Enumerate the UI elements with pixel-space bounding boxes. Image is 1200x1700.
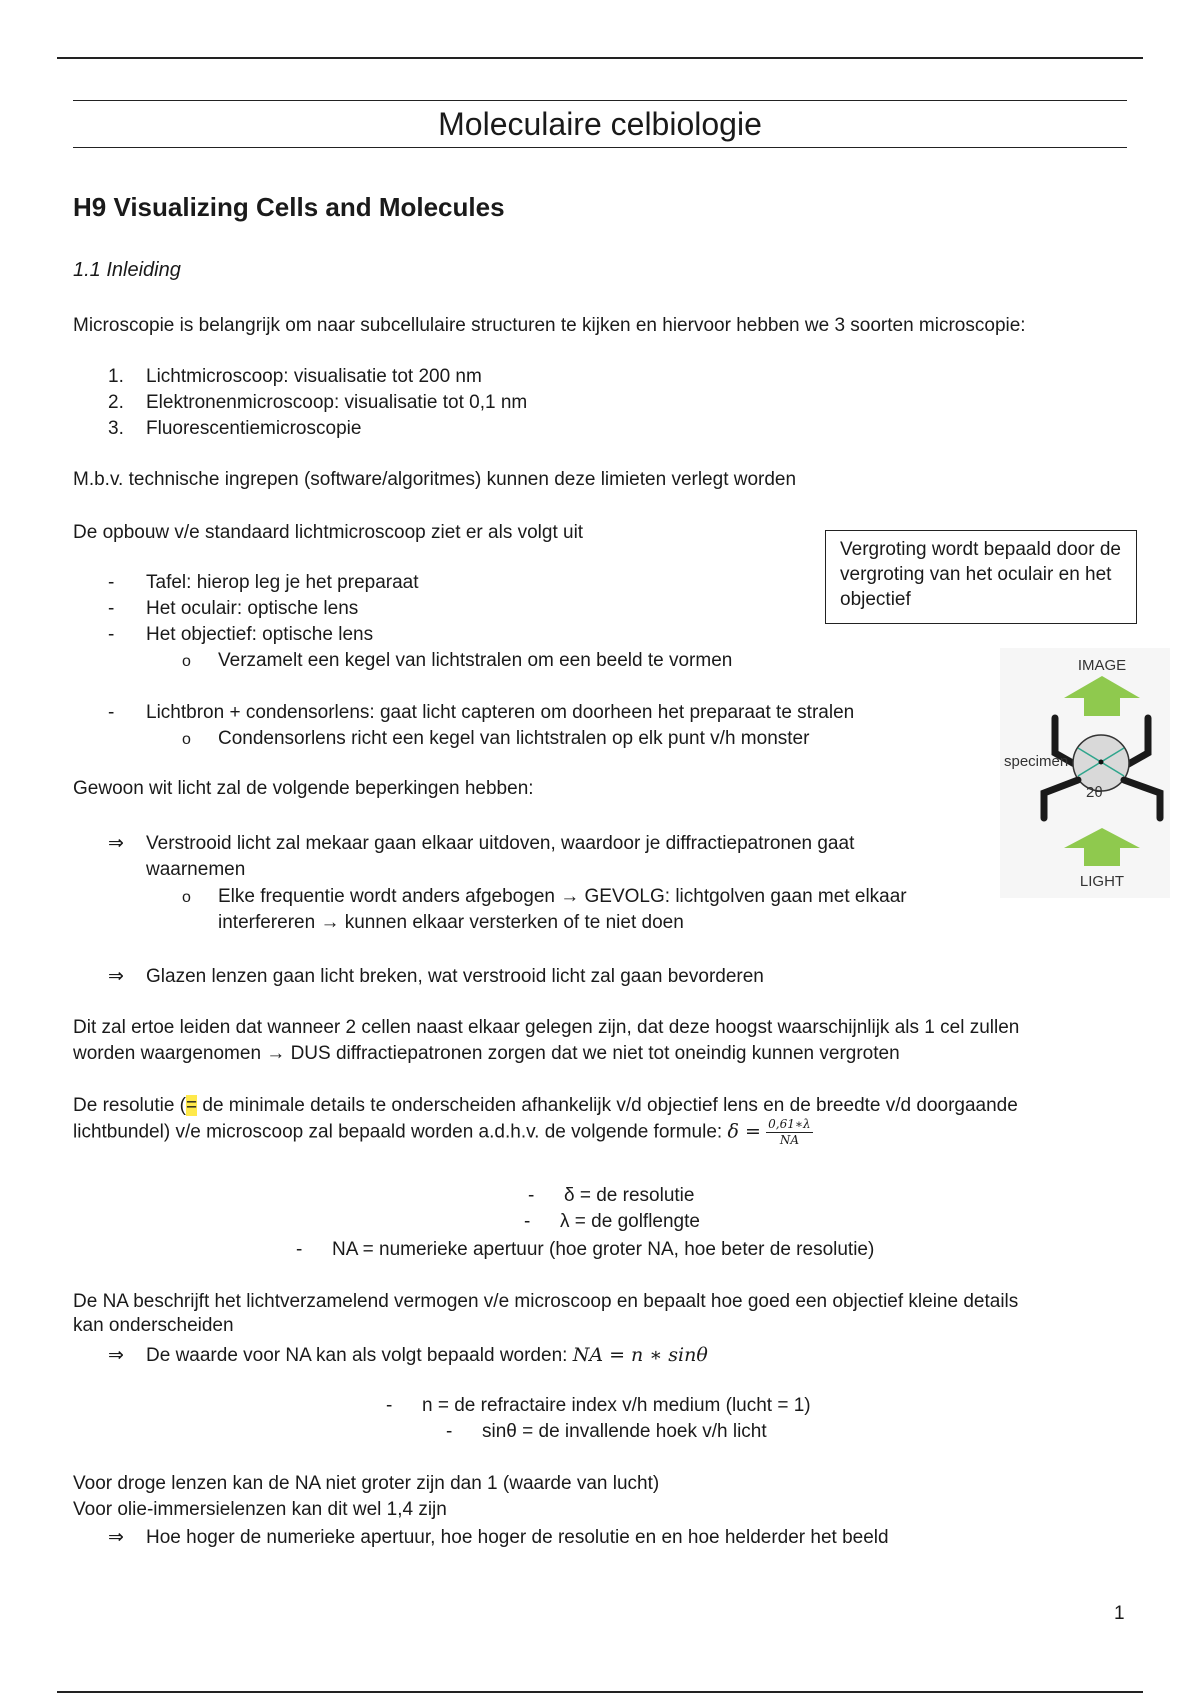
dash-bullet: -: [108, 572, 115, 593]
list-item: [108, 364, 482, 390]
dry-lenses-line: Voor droge lenzen kan de NA niet groter zijn dan 1 (waarde van lucht): [73, 1473, 660, 1494]
fraction-denominator: NA: [779, 1133, 799, 1147]
dash-bullet: -: [446, 1421, 453, 1442]
chapter-heading: H9 Visualizing Cells and Molecules: [73, 192, 505, 222]
list-text: Elke frequentie wordt anders afgebogen → GEVOLG: lichtgolven gaan met elkaar: [218, 886, 907, 907]
definition-text: λ = de golflengte: [560, 1211, 700, 1232]
list-text: Fluorescentiemicroscopie: [146, 418, 362, 439]
list-text: Elektronenmicroscoop: visualisatie tot 0,1 nm: [146, 392, 528, 413]
figure-label-angle: 2θ: [1086, 784, 1103, 801]
conclusion-line-1: Dit zal ertoe leiden dat wanneer 2 cellen naast elkaar gelegen zijn, dat deze hoogst waarschijnlijk als 1 cel zullen: [73, 1017, 1020, 1038]
na-line-1: De NA beschrijft het lichtverzamelend vermogen v/e microscoop en bepaalt hoe goed een objectief kleine details: [73, 1291, 1019, 1312]
sub-list-item: [182, 648, 732, 674]
dash-bullet: -: [108, 598, 115, 619]
list-text: Hoe hoger de numerieke apertuur, hoe hoger de resolutie en en hoe helderder het beeld: [146, 1527, 889, 1548]
dash-bullet: -: [386, 1395, 393, 1416]
list-number: 1.: [108, 366, 124, 387]
intro-paragraph: Microscopie is belangrijk om naar subcellulaire structuren te kijken en hiervoor hebben we 3 soorten microscopie:: [73, 315, 1026, 336]
circle-bullet: o: [182, 653, 191, 670]
arrow-icon: ⇒: [108, 833, 124, 854]
dash-bullet: -: [524, 1211, 531, 1232]
page-title: Moleculaire celbiologie: [438, 106, 762, 142]
title-block: [73, 100, 1127, 148]
definition-text: NA = numerieke apertuur (hoe groter NA, hoe beter de resolutie): [332, 1239, 875, 1260]
circle-bullet: o: [182, 889, 191, 906]
list-item: [108, 1343, 708, 1369]
dash-bullet: -: [108, 624, 115, 645]
arrow-icon: ⇒: [108, 966, 124, 987]
list-item: [108, 964, 764, 990]
bottom-page-rule: [57, 1691, 1143, 1693]
oil-lenses-line: Voor olie-immersielenzen kan dit wel 1,4 zijn: [73, 1499, 447, 1520]
magnification-note-box: Vergroting wordt bepaald door de vergroting van het oculair en het objectief: [825, 530, 1137, 624]
circle-bullet: o: [182, 731, 191, 748]
list-item: [108, 700, 854, 726]
sub-list-item: [182, 726, 809, 752]
resolution-text: de minimale details te onderscheiden afhankelijk v/d objectief lens en de breedte v/d doorgaande: [197, 1095, 1018, 1116]
dash-bullet: -: [296, 1239, 303, 1260]
top-page-rule: [57, 57, 1143, 59]
resolution-text: lichtbundel) v/e microscoop zal bepaald worden a.d.h.v. de volgende formule:: [73, 1121, 728, 1143]
definition-item: [386, 1393, 811, 1419]
figure-label-light: LIGHT: [1079, 873, 1125, 890]
list-item: [108, 831, 854, 857]
list-text: Condensorlens richt een kegel van lichtstralen op elk punt v/h monster: [218, 728, 810, 749]
list-item: [108, 596, 358, 622]
conclusion-line-2: worden waargenomen → DUS diffractiepatronen zorgen dat we niet tot oneindig kunnen vergroten: [73, 1043, 900, 1064]
list-item: [108, 622, 373, 648]
figure-label-image: IMAGE: [1077, 657, 1127, 674]
na-line-2: kan onderscheiden: [73, 1315, 234, 1336]
dash-bullet: -: [528, 1185, 535, 1206]
figure-label-specimen: specimen: [1004, 753, 1069, 770]
list-text: Het oculair: optische lens: [146, 598, 359, 619]
resolution-line-2: [73, 1117, 813, 1148]
highlight-mark: =: [186, 1095, 198, 1116]
list-text: Glazen lenzen gaan licht breken, wat verstrooid licht zal gaan bevorderen: [146, 966, 764, 987]
technical-paragraph: M.b.v. technische ingrepen (software/algoritmes) kunnen deze limieten verlegt worden: [73, 469, 797, 490]
list-item: [108, 416, 361, 442]
list-text: De waarde voor NA kan als volgt bepaald worden:: [146, 1345, 573, 1366]
list-text: Tafel: hierop leg je het preparaat: [146, 572, 419, 593]
structure-intro: De opbouw v/e standaard lichtmicroscoop ziet er als volgt uit: [73, 522, 584, 543]
resolution-fraction: [766, 1117, 812, 1148]
sub-list-item: [182, 884, 907, 910]
list-text: Lichtbron + condensorlens: gaat licht capteren om doorheen het preparaat te stralen: [146, 702, 855, 723]
list-text: Het objectief: optische lens: [146, 624, 374, 645]
arrow-icon: ⇒: [108, 1527, 124, 1548]
definition-item: [524, 1209, 700, 1235]
definition-text: δ = de resolutie: [564, 1185, 695, 1206]
list-text: Verstrooid licht zal mekaar gaan elkaar uitdoven, waardoor je diffractiepatronen gaat: [146, 833, 855, 854]
arrow-icon: ⇒: [108, 1345, 124, 1366]
definition-text: n = de refractaire index v/h medium (lucht = 1): [422, 1395, 811, 1416]
specimen-point: [1099, 760, 1104, 765]
list-text-continued: waarnemen: [146, 859, 246, 880]
list-text: Lichtmicroscoop: visualisatie tot 200 nm: [146, 366, 482, 387]
page-number: 1: [1114, 1603, 1125, 1624]
definition-item: [446, 1419, 767, 1445]
definition-item: [296, 1237, 874, 1263]
resolution-line-1: [73, 1093, 1018, 1119]
list-item: [108, 1525, 889, 1551]
list-number: 2.: [108, 392, 124, 413]
list-number: 3.: [108, 418, 124, 439]
formula-lhs: δ =: [727, 1120, 761, 1143]
list-text: Verzamelt een kegel van lichtstralen om een beeld te vormen: [218, 650, 733, 671]
definition-item: [528, 1183, 694, 1209]
fraction-numerator: 0,61∗λ: [768, 1117, 811, 1131]
limitations-intro: Gewoon wit licht zal de volgende beperkingen hebben:: [73, 778, 534, 799]
resolution-text: De resolutie (: [73, 1095, 186, 1116]
dash-bullet: -: [108, 702, 115, 723]
list-text-continued: interfereren → kunnen elkaar versterken of te niet doen: [218, 912, 684, 933]
list-item: [108, 390, 527, 416]
microscope-cone-figure: [1000, 648, 1170, 898]
section-heading: 1.1 Inleiding: [73, 259, 181, 281]
na-formula: NA = n ∗ sinθ: [572, 1344, 708, 1366]
list-item: [108, 570, 419, 596]
definition-text: sinθ = de invallende hoek v/h licht: [482, 1421, 767, 1442]
